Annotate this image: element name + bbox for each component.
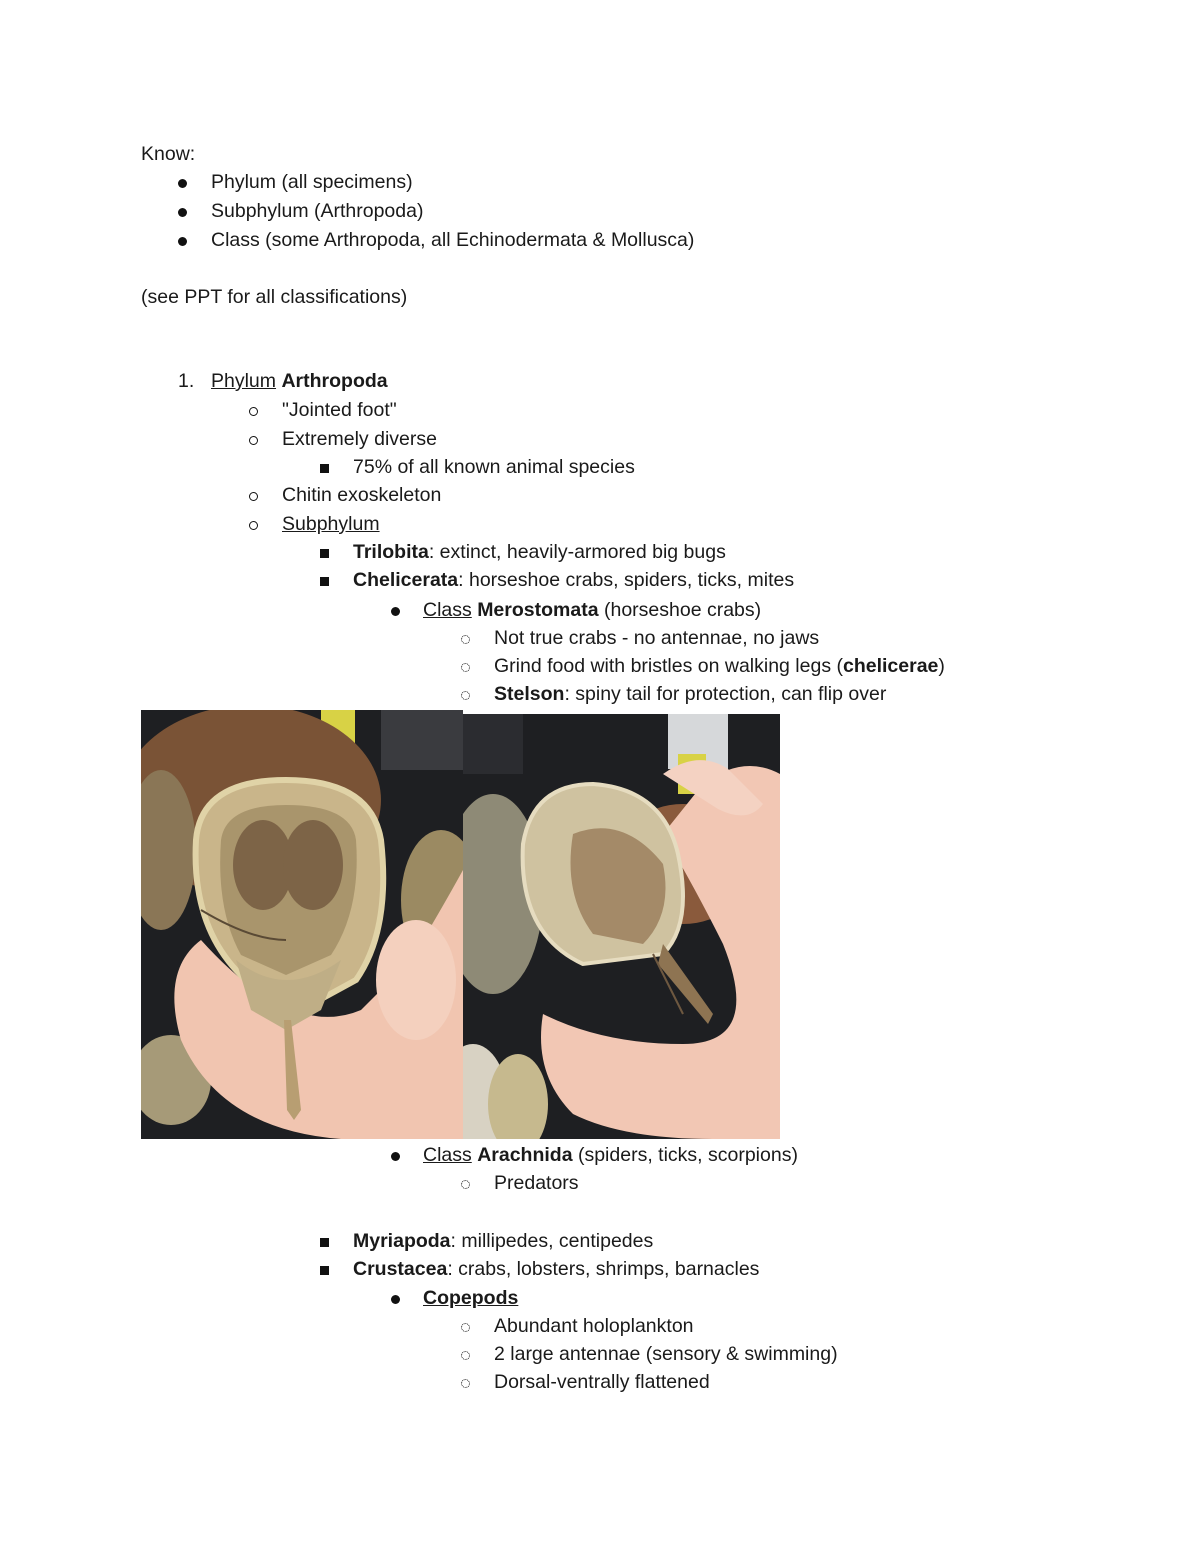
know-item-subphylum: Subphylum (Arthropoda) (211, 200, 424, 222)
dotted-circle-bullet-icon (461, 1314, 470, 1338)
merostomata-item (423, 598, 761, 622)
copepods-heading (423, 1286, 518, 1310)
copepods-point-holoplankton: Abundant holoplankton (494, 1315, 694, 1337)
circle-bullet-icon (249, 483, 258, 507)
chelicerata-desc: : horseshoe crabs, spiders, ticks, mites (458, 569, 795, 591)
point-chitin: Chitin exoskeleton (282, 484, 442, 506)
square-bullet-icon (320, 1229, 329, 1253)
copepods-point-flattened: Dorsal-ventrally flattened (494, 1371, 710, 1393)
myriapoda-desc: : millipedes, centipedes (450, 1230, 654, 1252)
class-word: Class (423, 599, 472, 621)
see-ppt-note: (see PPT for all classifications) (141, 286, 408, 308)
stelson-term: Stelson (494, 683, 565, 705)
crustacea-name: Crustacea (353, 1258, 448, 1280)
arachnida-item (423, 1143, 798, 1167)
dotted-circle-bullet-icon (461, 1342, 470, 1366)
grind-food-close: ) (938, 655, 945, 677)
square-bullet-icon (320, 1257, 329, 1281)
square-bullet-icon (320, 540, 329, 564)
know-heading: Know: (141, 143, 196, 165)
class-word: Class (423, 1144, 472, 1166)
myriapoda-item (353, 1229, 653, 1253)
merostomata-desc: (horseshoe crabs) (598, 599, 762, 621)
dotted-circle-bullet-icon (461, 626, 470, 650)
phylum-name: Arthropoda (281, 370, 388, 392)
know-item-class: Class (some Arthropoda, all Echinodermata & Mollusca) (211, 229, 695, 251)
merostomata-name: Merostomata (477, 599, 599, 621)
bullet-icon (178, 170, 187, 194)
stelson-desc: : spiny tail for protection, can flip over (564, 683, 887, 705)
bullet-icon (391, 1286, 400, 1310)
bullet-icon (178, 199, 187, 223)
merostomata-point-stelson (494, 682, 886, 706)
bullet-icon (391, 1143, 400, 1167)
circle-bullet-icon (249, 398, 258, 422)
arachnida-name: Arachnida (477, 1144, 573, 1166)
chelicerae-term: chelicerae (843, 655, 939, 677)
horseshoe-crab-underside-photo (141, 710, 463, 1139)
grind-food-text: Grind food with bristles on walking legs ( (494, 655, 843, 677)
circle-bullet-icon (249, 427, 258, 451)
trilobita-desc: : extinct, heavily-armored big bugs (428, 541, 726, 563)
arachnida-point-predators: Predators (494, 1172, 579, 1194)
trilobita-item (353, 540, 726, 564)
square-bullet-icon (320, 568, 329, 592)
copepods-point-antennae: 2 large antennae (sensory & swimming) (494, 1343, 838, 1365)
trilobita-name: Trilobita (353, 541, 429, 563)
phylum-heading (211, 369, 388, 393)
square-bullet-icon (320, 455, 329, 479)
subphylum-heading: Subphylum (282, 513, 380, 535)
dotted-circle-bullet-icon (461, 1370, 470, 1394)
know-item-phylum: Phylum (all specimens) (211, 171, 413, 193)
horseshoe-crab-dorsal-photo (463, 714, 780, 1139)
point-75-percent: 75% of all known animal species (353, 456, 635, 478)
list-number: 1. (178, 370, 195, 392)
point-jointed-foot: "Jointed foot" (282, 399, 397, 421)
bullet-icon (178, 228, 187, 252)
circle-bullet-icon (249, 512, 258, 536)
arachnida-desc: (spiders, ticks, scorpions) (572, 1144, 798, 1166)
chelicerata-name: Chelicerata (353, 569, 459, 591)
copepods-name: Copepods (423, 1287, 519, 1309)
dotted-circle-bullet-icon (461, 654, 470, 678)
crustacea-item (353, 1257, 759, 1281)
crustacea-desc: : crabs, lobsters, shrimps, barnacles (447, 1258, 760, 1280)
dotted-circle-bullet-icon (461, 682, 470, 706)
phylum-word: Phylum (211, 370, 277, 392)
merostomata-point-not-crabs: Not true crabs - no antennae, no jaws (494, 627, 820, 649)
myriapoda-name: Myriapoda (353, 1230, 451, 1252)
chelicerata-item (353, 568, 794, 592)
point-extremely-diverse: Extremely diverse (282, 428, 437, 450)
bullet-icon (391, 598, 400, 622)
dotted-circle-bullet-icon (461, 1171, 470, 1195)
merostomata-point-grind-food (494, 654, 945, 678)
